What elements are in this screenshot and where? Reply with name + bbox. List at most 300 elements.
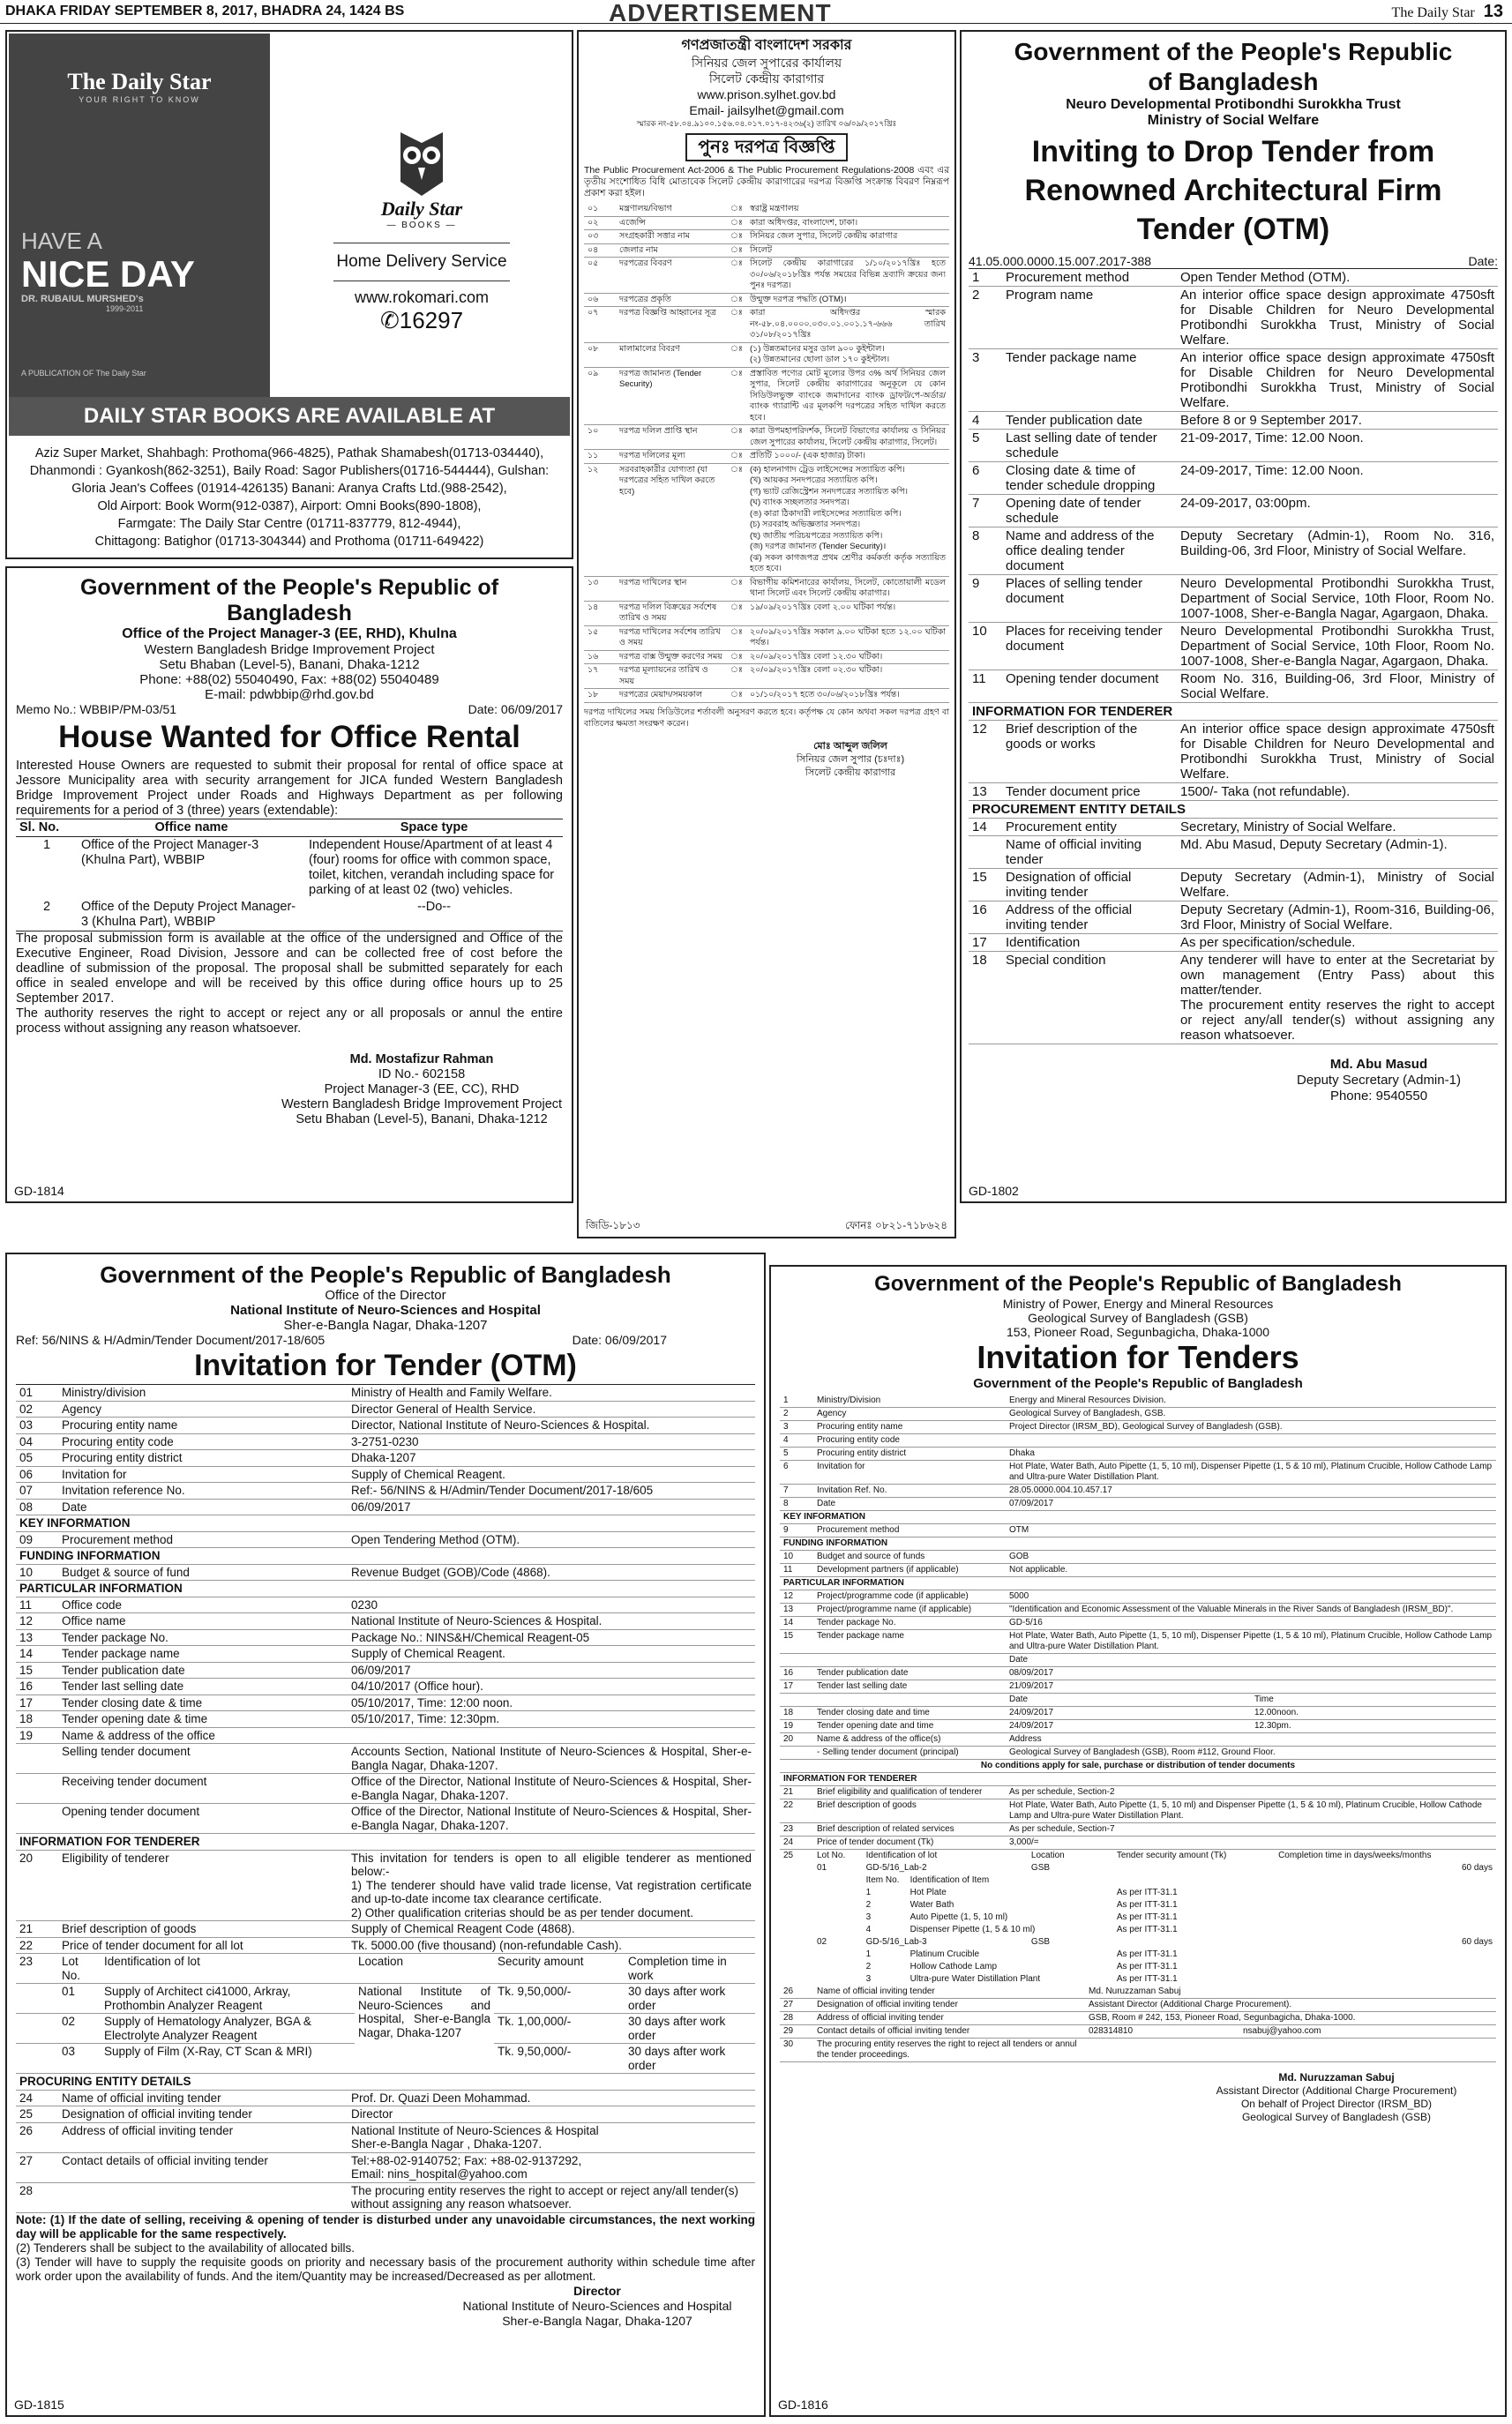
separator: ঃ (727, 216, 746, 230)
row-value: 07/09/2017 (1006, 1498, 1496, 1511)
row-label: Tender package name (58, 1646, 348, 1663)
row-number: 27 (16, 2152, 58, 2182)
table-row (780, 2025, 1496, 2039)
cover-years: 1999-2011 (106, 304, 144, 313)
row-label: Eligibility of tenderer (58, 1850, 348, 1921)
col-header: Lot No. (58, 1954, 101, 1984)
separator: ঃ (727, 463, 746, 576)
spacer (780, 1899, 813, 1912)
spacer (1113, 1936, 1275, 1949)
table-row (584, 664, 949, 689)
table-row (16, 1937, 755, 1954)
spacer (813, 1924, 863, 1936)
row-label: Opening tender document (58, 1804, 348, 1834)
row-number: 4 (969, 412, 1002, 430)
table-row (16, 1385, 755, 1402)
row-label: Opening tender document (1002, 670, 1177, 703)
row-number: 13 (969, 783, 1002, 801)
row-number: ১৭ (584, 664, 616, 689)
spacer (780, 1949, 813, 1961)
row-number: 15 (780, 1630, 813, 1654)
item-name: Platinum Crucible (909, 1949, 980, 1959)
row-number: 9 (969, 575, 1002, 623)
address-line: 153, Pioneer Road, Segunbagicha, Dhaka-1000 (1006, 1325, 1270, 1339)
table-row (584, 342, 949, 367)
address-line: Western Bangladesh Bridge Improvement Project (144, 642, 435, 657)
table-row (780, 1999, 1496, 2012)
separator: ঃ (727, 230, 746, 244)
dateline: DHAKA FRIDAY SEPTEMBER 8, 2017, BHADRA 24, 1424 BS (5, 4, 405, 19)
row-value: National Institute of Neuro-Sciences & Hospital Sher-e-Bangla Nagar , Dhaka-1207. (348, 2122, 755, 2152)
row-label: Special condition (1002, 952, 1177, 1044)
row-value: Open Tender Method (OTM). (1177, 269, 1498, 287)
spacer (1275, 1924, 1496, 1936)
website[interactable]: www.rokomari.com (354, 288, 490, 306)
row-number: ০৪ (584, 243, 616, 258)
row-value: Ref:- 56/NINS & H/Admin/Tender Document/2017-18/605 (348, 1483, 755, 1500)
row-label: Price of tender document (Tk) (813, 1837, 1006, 1850)
lot-identification: GD-5/16_Lab-2 (865, 1863, 927, 1873)
separator: ঃ (727, 243, 746, 258)
spacer (1275, 1961, 1496, 1973)
row-value: Office of the Director, National Institute of Neuro-Sciences & Hospital, Sher-e-Bangla Nagar, Dhaka-1207. (348, 1804, 755, 1834)
table-row (780, 1448, 1496, 1461)
row-number: ১৫ (584, 625, 616, 650)
table-row (16, 1834, 755, 1851)
books-brand-panel (281, 85, 563, 334)
table-row (16, 1629, 755, 1646)
table-row (16, 2152, 755, 2182)
item-security (1113, 1874, 1275, 1887)
stockists (12, 445, 566, 550)
row-label: Brief description of goods (813, 1799, 1006, 1823)
table-row (780, 1461, 1496, 1485)
website[interactable]: www.prison.sylhet.gov.bd (697, 87, 836, 101)
row-value: সিলেট (746, 243, 949, 258)
item-cell (863, 1887, 1113, 1899)
separator: ঃ (727, 601, 746, 625)
table-row (584, 230, 949, 244)
memo-line: স্মারক নং-৫৮.০৪.৯১০০.১৫৬.০৪.০১৭.০১৭-৪২৩৬(২) তারিখ ০৬/০৯/২০১৭খ্রিঃ (636, 119, 897, 128)
row-label (813, 1654, 1006, 1667)
table-row (780, 1747, 1496, 1760)
row-label: Name & address of the office (58, 1727, 348, 1744)
row-label: Name of official inviting tender (58, 2090, 348, 2106)
sign-line: Deputy Secretary (Admin-1) (1297, 1073, 1461, 1088)
phone-icon: ✆ (379, 307, 400, 333)
item-name: Dispenser Pipette (1, 5 & 10 ml) (909, 1925, 1036, 1934)
row-label: Procurement method (1002, 269, 1177, 287)
col-header: Sl. No. (19, 820, 60, 834)
signatory: Director (573, 2283, 621, 2298)
row-label: Brief description of the goods or works (1002, 721, 1177, 783)
table-row (969, 287, 1498, 349)
address-line: Sher-e-Bangla Nagar, Dhaka-1207 (283, 1318, 488, 1333)
row-value: Date (1006, 1694, 1251, 1707)
section-heading: INFORMATION FOR TENDERER (16, 1834, 755, 1851)
row-label: দরপত্র দাখিলের সর্বশেষ তারিখ ও সময় (616, 625, 727, 650)
intro-text: Interested House Owners are requested to submit their proposal for rental of office space at Jessore Municipality area with security arrangement for JICA funded Western Bangladesh Bridge Improvement Project under Roads and Highways Department as per following requirements for a period of 3 (three) years (extendable): (16, 759, 563, 818)
gov-title: Government of the People's Republic of Bangladesh (1014, 38, 1453, 95)
row-number (780, 1654, 813, 1667)
spacer (780, 1924, 813, 1936)
spacer (780, 1961, 813, 1973)
row-number (969, 836, 1002, 869)
row-value: সিনিয়র জেল সুপার, সিলেট কেন্দ্রীয় কারাগার (746, 230, 949, 244)
row-label: Last selling date of tender schedule (1002, 430, 1177, 462)
row-label: Tender package No. (813, 1617, 1006, 1630)
lot-identification: Supply of Architect ci41000, Arkray, Prothombin Analyzer Reagent (101, 1984, 355, 2014)
row-value: ২০/০৯/২০১৭খ্রিঃ সকাল ৯.০০ ঘটিকা হতে ১২.০০ ঘটিকা পর্যন্ত। (746, 625, 949, 650)
row-value: Open Tendering Method (OTM). (348, 1531, 755, 1548)
row-label: Opening date of tender schedule (1002, 495, 1177, 527)
lot-security: Tk. 1,00,000/- (494, 2014, 625, 2044)
separator: ঃ (727, 293, 746, 307)
row-label: Invitation for (58, 1466, 348, 1483)
spacer (813, 1887, 863, 1899)
row-number: 2 (780, 1408, 813, 1421)
row-label: Brief eligibility and qualification of tenderer (813, 1786, 1006, 1799)
row-label: Designation of official inviting tender (1002, 869, 1177, 902)
spacer (1275, 1949, 1496, 1961)
table-row (16, 1646, 755, 1663)
row-value: An interior office space design approximate 4750sft for Disable Children for Neuro Developmental Protibondhi Surokkha Trust, Ministry of Social Welfare. (1177, 287, 1498, 349)
row-time: Time (1251, 1694, 1496, 1707)
table-row (969, 349, 1498, 412)
delivery-label: Home Delivery Service (336, 252, 507, 271)
row-label: Tender closing date and time (813, 1707, 1006, 1720)
col-header: Location (1030, 1851, 1065, 1860)
cell: Office of the Deputy Project Manager-3 (Khulna Part), WBBIP (81, 900, 296, 929)
table-row (780, 1773, 1496, 1786)
separator: ঃ (727, 342, 746, 367)
row-label: Procuring entity district (813, 1448, 1006, 1461)
row-label (813, 1694, 1006, 1707)
row-label: Identification (1002, 934, 1177, 952)
row-value: Before 8 or 9 September 2017. (1177, 412, 1498, 430)
item-name: Auto Pipette (1, 5, 10 ml) (909, 1912, 1008, 1922)
table-row (969, 575, 1498, 623)
table-row (780, 1408, 1496, 1421)
col-header: Office name (154, 820, 228, 834)
row-label: Invitation Ref. No. (813, 1485, 1006, 1498)
page-number: 13 (1483, 2, 1503, 21)
item-row (780, 1961, 1496, 1973)
row-label: Procuring entity code (813, 1434, 1006, 1448)
signature-block (281, 1052, 563, 1127)
hotline (281, 307, 563, 334)
row-label: Tender package name (813, 1630, 1006, 1654)
table-row (780, 1986, 1496, 1999)
separator: ঃ (727, 689, 746, 703)
row-value: Package No.: NINS&H/Chemical Reagent-05 (348, 1629, 755, 1646)
row-value: (১) উন্নতমানের মসুর ডাল ৯০০ কুইন্টাল। (২) উন্নতমানের ছোলা ডাল ১৭০ কুইন্টাল। (746, 342, 949, 367)
cover-publisher: A PUBLICATION OF The Daily Star (21, 369, 146, 378)
row-label: সংগ্রহকারী সত্তার নাম (616, 230, 727, 244)
row-value: Hot Plate, Water Bath, Auto Pipette (1, 5, 10 ml), Dispenser Pipette (1, 5 & 10 ml), Platinum Crucible, Hollow Cathode Lamp and Ultra-pure Water Distillation Plant. (1006, 1461, 1496, 1485)
table-row (16, 1727, 755, 1744)
memo-number: Memo No.: WBBIP/PM-03/51 (16, 702, 177, 716)
row-value: 05/10/2017, Time: 12:30pm. (348, 1711, 755, 1728)
item-cell (863, 1949, 1113, 1961)
row-number: ১৪ (584, 601, 616, 625)
sign-line: Project Manager-3 (EE, CC), RHD (324, 1082, 520, 1096)
table-row (584, 689, 949, 703)
row-number: 17 (969, 934, 1002, 952)
gd-number: GD-1815 (14, 2398, 64, 2412)
row-value: বিভাগীয় কমিশনারের কার্যালয়, সিলেট, কোতোয়ালী মডেল থানা সিলেট এবং সিলেট কেন্দ্রীয় কারাগার। (746, 576, 949, 601)
date-label: Date: (1468, 254, 1498, 268)
spacer (780, 1973, 813, 1986)
row-number: 8 (969, 527, 1002, 575)
row-number: 1 (780, 1395, 813, 1408)
table-row (780, 1617, 1496, 1630)
cell: 1 (42, 838, 51, 852)
spacer (780, 1887, 813, 1899)
row-number: 10 (780, 1551, 813, 1564)
table-row (969, 836, 1498, 869)
office-line: Office of the Director (325, 1288, 446, 1303)
row-number: 20 (780, 1733, 813, 1747)
row-value (1085, 2039, 1496, 2062)
lot-location: GSB (1030, 1863, 1051, 1873)
ad-heading: Invitation for Tenders (977, 1339, 1299, 1375)
ad-heading: Inviting to Drop Tender from Renowned Architectural Firm Tender (OTM) (1024, 135, 1442, 246)
item-row (780, 1949, 1496, 1961)
lot-identification: GD-5/16_Lab-3 (865, 1937, 927, 1947)
item-security: As per ITT-31.1 (1116, 1912, 1178, 1922)
row-value: 28.05.0000.004.10.457.17 (1006, 1485, 1496, 1498)
table-row (780, 1799, 1496, 1823)
row-value: কারা উপমহাপরিদর্শক, সিলেট বিভাগের কার্যালয় ও সিনিয়র জেল সুপারের কার্যালয়, সিলেট কেন্দ্রীয় কারাগার, সিলেট। (746, 425, 949, 450)
email[interactable]: Email- jailsylhet@gmail.com (689, 103, 844, 117)
row-time: 12.30pm. (1251, 1720, 1496, 1733)
row-value: Address (1006, 1733, 1496, 1747)
row-label: Project/programme code (if applicable) (813, 1590, 1006, 1604)
lot-completion: 30 days after work order (625, 2044, 755, 2074)
ministry-name: Ministry of Social Welfare (1147, 113, 1320, 128)
separator: ঃ (727, 307, 746, 343)
lot-header (16, 1954, 755, 1984)
row-value: ০১/১০/২০১৭ হতে ৩০/০৬/২০১৮খ্রিঃ পর্যন্ত। (746, 689, 949, 703)
row-label: Tender publication date (58, 1662, 348, 1679)
separator: ঃ (727, 425, 746, 450)
table-row (780, 1654, 1496, 1667)
row-label: Date (58, 1499, 348, 1515)
row-value: 06/09/2017 (348, 1499, 755, 1515)
row-number: ১৮ (584, 689, 616, 703)
item-row (780, 1924, 1496, 1936)
item-cell (863, 1899, 1113, 1912)
gd-number: জিডি-১৮১৩ (586, 1219, 640, 1231)
row-value: GD-5/16 (1006, 1617, 1496, 1630)
sign-line: Geological Survey of Bangladesh (GSB) (1241, 2111, 1432, 2123)
item-cell (863, 1874, 1113, 1887)
cover-tagline: YOUR RIGHT TO KNOW (79, 95, 200, 104)
section-heading: PROCURING ENTITY DETAILS (16, 2074, 755, 2090)
books-banner: DAILY STAR BOOKS ARE AVAILABLE AT (9, 397, 570, 436)
col-header: Lot No. (817, 1851, 846, 1860)
table-row (969, 527, 1498, 575)
row-number: ০৯ (584, 367, 616, 425)
row-label: Designation of official inviting tender (58, 2106, 348, 2123)
col-header: Tender security amount (Tk) (1116, 1851, 1227, 1860)
ad-heading (584, 133, 949, 161)
row-label: Contact details of official inviting tender (58, 2152, 348, 2182)
ad-heading: Invitation for Tender (OTM) (194, 1349, 577, 1382)
row-label: Receiving tender document (58, 1774, 348, 1804)
row-value: Director General of Health Service. (348, 1401, 755, 1418)
row-value: 028314810 (1085, 2025, 1239, 2039)
table-row (16, 1450, 755, 1467)
section-heading: INFORMATION FOR TENDERER (780, 1773, 1496, 1786)
gd-number: GD-1802 (969, 1184, 1019, 1198)
notes (16, 2213, 755, 2284)
row-number: 3 (969, 349, 1002, 412)
spacer (1275, 1874, 1496, 1887)
row-label: দরপত্র বাক্স উন্মুক্ত করণের সময় (616, 650, 727, 664)
row-value: Tk. 5000.00 (five thousand) (non-refundable Cash). (348, 1937, 755, 1954)
row-value: (ক) হালনাগাদ ট্রেড লাইসেন্সের সত্যায়িত কপি। (খ) আয়কর সনদপত্রের সত্যায়িত কপি। (গ) ভ্যাট রেজিস্ট্রেশন সনদপত্রের সত্যায়িত কপি। (ঘ) ব্যাংক সচ্ছলতার সনদপত্র। (ঙ) কারা ঠিকাদারী লাইসেন্সের সত্যায়িত কপি। (চ) সরবরাহ অভিজ্ঞতার সনদপত্র। (ছ) জাতীয় পরিচয়পত্রের সত্যায়িত কপি। (জ) দরপত্র জামানত (Tender Security)। (ঝ) সকল কাগজপত্র প্রথম শ্রেণীর কর্মকর্তা কর্তৃক সত্যায়িত হতে হবে। (746, 463, 949, 576)
spacer (1113, 1862, 1275, 1874)
row-number: 3 (780, 1421, 813, 1434)
paper-name: The Daily Star (1391, 5, 1475, 20)
row-number: ০৬ (584, 293, 616, 307)
separator: ঃ (727, 664, 746, 689)
row-label: দরপত্র দলিলের মূল্য (616, 450, 727, 464)
row-number: 05 (16, 1450, 58, 1467)
item-row (780, 1899, 1496, 1912)
table-row (969, 462, 1498, 495)
table-row (780, 1537, 1496, 1551)
table-header (16, 819, 563, 837)
row-number: 22 (16, 1937, 58, 1954)
row-value: Secretary, Ministry of Social Welfare. (1177, 819, 1498, 836)
row-number: ১৩ (584, 576, 616, 601)
table-row (969, 412, 1498, 430)
row-value: উন্মুক্ত দরপত্র পদ্ধতি (OTM)। (746, 293, 949, 307)
section-heading: PARTICULAR INFORMATION (780, 1577, 1496, 1590)
stockist-line: Chittagong: Batighor (01713-304344) and Prothoma (01711-649422) (94, 535, 484, 549)
stockist-line: Gloria Jean's Coffees (01914-426135) Banani: Aranya Crafts Ltd.(988-2542), (71, 482, 507, 496)
row-value: Director, National Institute of Neuro-Sciences & Hospital. (348, 1418, 755, 1434)
row-number: 14 (969, 819, 1002, 836)
signatory: Md. Mostafizur Rahman (349, 1052, 494, 1066)
row-label: জেলার নাম (616, 243, 727, 258)
row-label: Budget & source of fund (58, 1564, 348, 1581)
section-heading: FUNDING INFORMATION (16, 1548, 755, 1565)
row-label: দরপত্রের প্রকৃতি (616, 293, 727, 307)
row-label: Procurement method (58, 1531, 348, 1548)
page-header (0, 0, 1512, 24)
lot-location: GSB (1030, 1937, 1051, 1947)
row-number: 18 (969, 952, 1002, 1044)
row-number: 13 (16, 1629, 58, 1646)
spacer (813, 1899, 863, 1912)
table-row (969, 269, 1498, 287)
sign-line: সিনিয়র জেল সুপার (চঃদাঃ) (796, 753, 905, 765)
row-value: Not applicable. (1006, 1564, 1496, 1577)
row-value: Revenue Budget (GOB)/Code (4868). (348, 1564, 755, 1581)
office-line: সিনিয়র জেল সুপারের কার্যালয় (691, 56, 842, 70)
row-label (58, 2182, 348, 2212)
item-security: As per ITT-31.1 (1116, 1900, 1178, 1910)
table-row (16, 1850, 755, 1921)
table-row (16, 1613, 755, 1630)
row-value: Project Director (IRSM_BD), Geological Survey of Bangladesh (GSB). (1006, 1421, 1496, 1434)
row-value: This invitation for tenders is open to all eligible tenderer as mentioned below:- 1) The tenderer should have valid trade license, Vat registration certificate and up-to-date income tax clearance certificate. 2) Other qualification criterias should be as per tender document. (348, 1850, 755, 1921)
row-label: Name & address of the office(s) (813, 1733, 1006, 1747)
row-label: Address of the official inviting tender (1002, 902, 1177, 934)
tender-table (780, 1395, 1496, 1850)
tender-table (16, 1384, 755, 1954)
item-number: 2 (865, 1900, 872, 1910)
row-value: Geological Survey of Bangladesh, GSB. (1006, 1408, 1496, 1421)
sign-line: Assistant Director (Additional Charge Procurement) (1216, 2084, 1457, 2097)
row-value: GOB (1006, 1551, 1496, 1564)
row-number: 27 (780, 1999, 813, 2012)
cell: --Do-- (417, 900, 451, 914)
row-number: 16 (16, 1679, 58, 1695)
row-label: Tender publication date (1002, 412, 1177, 430)
row-value: Geological Survey of Bangladesh (GSB), Room #112, Ground Floor. (1006, 1747, 1496, 1760)
prison-tender-ad (577, 30, 956, 1238)
row-number: 4 (780, 1434, 813, 1448)
row-number: 23 (780, 1823, 813, 1837)
note-line: (2) Tenderers shall be subject to the availability of allocated bills. (16, 2241, 355, 2255)
item-name: Hot Plate (909, 1888, 947, 1897)
spacer (780, 1912, 813, 1924)
stockist-line: Farmgate: The Daily Star Centre (01711-837779, 812-4944), (117, 517, 461, 531)
book-cover (9, 34, 270, 397)
paragraph: The authority reserves the right to accept or reject any or all proposals or annul the entire process without assigning any reason whatsoever. (16, 1006, 563, 1036)
table-row (16, 1662, 755, 1679)
row-number: 13 (780, 1604, 813, 1617)
item-number: 4 (865, 1925, 872, 1934)
row-value: 3-2751-0230 (348, 1433, 755, 1450)
row-value: Neuro Developmental Protibondhi Surokkha Trust, Department of Social Service, 10th Floor, Room No. 1007-1008, Sher-e-Bangla Nagar, Agargaon, Dhaka. (1177, 575, 1498, 623)
lot-row (16, 1984, 755, 2014)
row-value: Prof. Dr. Quazi Deen Mohammad. (348, 2090, 755, 2106)
sign-line: সিলেট কেন্দ্রীয় কারাগার (805, 767, 896, 778)
row-value: GSB, Room # 242, 153, Pioneer Road, Segunbagicha, Dhaka-1000. (1085, 2012, 1496, 2025)
signature-block (1177, 2071, 1496, 2124)
row-label: Selling tender document (58, 1744, 348, 1774)
lot-row (780, 1936, 1496, 1949)
stockist-line: Old Airport: Book Worm(912-0387), Airport: Omni Books(890-1808), (97, 499, 482, 513)
row-value: OTM (1006, 1524, 1496, 1537)
row-number: 21 (16, 1921, 58, 1938)
table-row (969, 670, 1498, 703)
row-number (16, 1804, 58, 1834)
table-row (16, 2122, 755, 2152)
table-row (780, 2012, 1496, 2025)
row-label: Office name (58, 1613, 348, 1630)
lot-security: Tk. 9,50,000/- (494, 2044, 625, 2074)
table-row (16, 899, 563, 931)
row-number: 17 (16, 1695, 58, 1711)
owl-logo-icon (393, 129, 450, 198)
stockist-line: Aziz Super Market, Shahbagh: Prothoma(966-4825), Pathak Shamabesh(01713-034440), (34, 446, 544, 460)
row-label: দরপত্র বিজ্ঞপ্তি আহ্বানের সূত্র (616, 307, 727, 343)
table-row (16, 1804, 755, 1834)
item-number: 3 (865, 1974, 872, 1984)
table-row (780, 1498, 1496, 1511)
tender-table-continued (16, 2074, 755, 2213)
row-number: 12 (16, 1613, 58, 1630)
row-label: Invitation for (813, 1461, 1006, 1485)
table-row (584, 307, 949, 343)
